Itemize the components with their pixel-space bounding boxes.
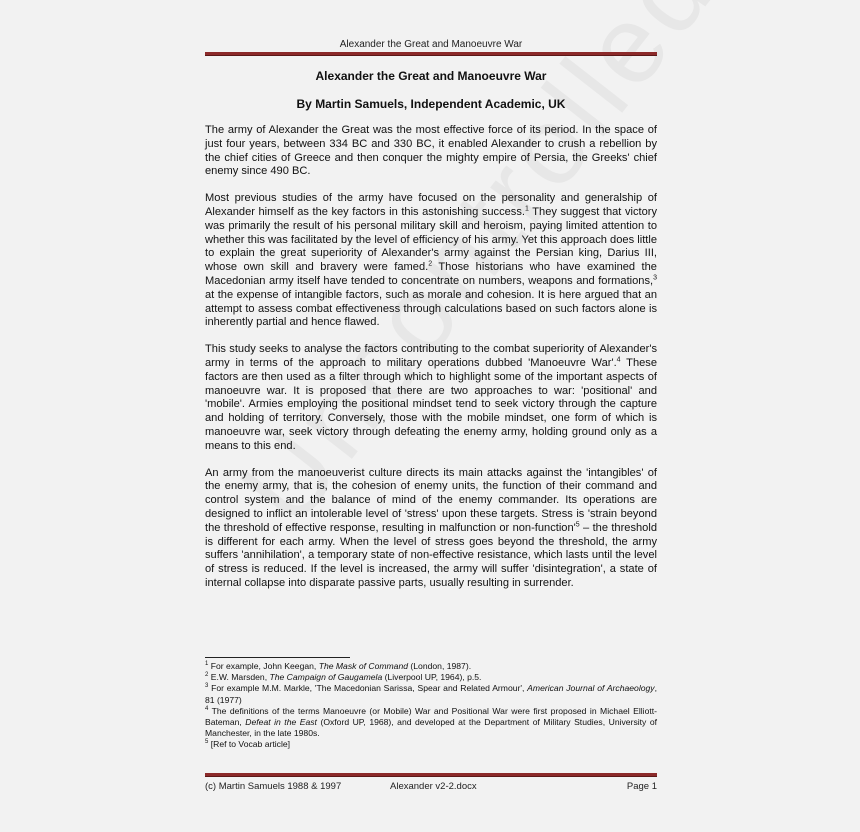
footnote-text: (Oxford UP, 1968), and developed at the Department of Military Studies, University of Manchester, in the late 1980s. bbox=[205, 717, 658, 739]
footer-copyright: (c) Martin Samuels 1988 & 1997 bbox=[205, 781, 342, 792]
running-header: Alexander the Great and Manoeuvre War bbox=[339, 39, 523, 50]
article-title: Alexander the Great and Manoeuvre War bbox=[315, 69, 547, 83]
footnotes bbox=[205, 661, 657, 751]
footnote-number: 2 bbox=[205, 672, 209, 679]
footnote-ref-5[interactable]: 5 bbox=[575, 521, 580, 529]
paragraph-2-text-d: at the expense of intangible factors, such as morale and cohesion. It is here argued that an attempt to assess combat effectiveness through calculations based on such factors alone is inherently partial and hence flawed. bbox=[205, 288, 657, 329]
footnote-text: For example, John Keegan, bbox=[208, 661, 319, 671]
footnote-text: For example M.M. Markle, 'The Macedonian Sarissa, Spear and Related Armour', bbox=[208, 683, 528, 694]
paragraph-2-text-b: They suggest that victory was primarily the result of his personal military skill and heroism, paying limited attention to whether this was facilitated by the level of efficiency of his army. Yet this approach does little to explain the great superiority of Alexander's army against the Persian king, Darius III, whose own skill and bravery were famed. bbox=[205, 205, 657, 274]
paragraph-4-text-a: An army from the manoeuverist culture directs its main attacks against the 'intangibles' of the enemy army, that is, the cohesion of enemy units, the function of their command and control system and the balance of mind of the enemy commander. Its operations are designed to inflict an intolerable level of 'stress' upon these targets. Stress is 'strain beyond the threshold of effective response, resulting in malfunction or non-function' bbox=[205, 466, 657, 534]
paragraph-3 bbox=[205, 343, 657, 453]
footer-page-number: Page 1 bbox=[626, 781, 657, 792]
footnote-title: The Mask of Command bbox=[318, 661, 409, 671]
paragraph-3-text-b: These factors are then used as a filter through which to highlight some of the important aspects of manoeuvre war. It is proposed that there are two approaches to war: 'positional' and 'mobile'. Armies employing the positional mindset tend to seek victory through the capture and holding of territory. Conversely, those with the mobile mindset, one form of which is manoeuvre war, seek victory through defeating the enemy army, holding ground only as a means to this end. bbox=[205, 356, 658, 452]
footnote bbox=[205, 672, 657, 683]
paragraph-2-text-a: Most previous studies of the army have focused on the personality and generalship of Alexander himself as the key factors in this astonishing success. bbox=[205, 192, 657, 218]
paragraph-4 bbox=[205, 467, 657, 591]
footnote-text: [Ref to Vocab article] bbox=[208, 739, 291, 750]
footnote-title: Defeat in the East bbox=[245, 717, 317, 728]
footnote-text: E.W. Marsden, bbox=[208, 672, 270, 683]
paragraph-4-text-b: – the threshold is different for each army. When the level of stress goes beyond the threshold, the army suffers 'annihilation', a temporary state of non-effective resistance, which lasts until the level of stress is reduced. If the level is increased, the army will suffer 'disintegration', a state of internal collapse into disparate passive parts, usually resulting in surrender. bbox=[205, 521, 657, 589]
footnote-title: The Campaign of Gaugamela bbox=[269, 672, 383, 683]
footnote-number: 1 bbox=[205, 661, 209, 668]
footnote-ref-1[interactable]: 1 bbox=[524, 205, 529, 213]
footnote-title: American Journal of Archaeology bbox=[527, 683, 655, 694]
paragraph-2 bbox=[205, 192, 657, 330]
footer-rule bbox=[205, 773, 657, 777]
header-rule bbox=[205, 52, 657, 56]
footer-filename: Alexander v2-2.docx bbox=[390, 781, 477, 792]
footnote-separator bbox=[205, 657, 350, 658]
footnote-number: 3 bbox=[205, 683, 209, 690]
footnote bbox=[205, 661, 657, 672]
footnote-ref-3[interactable]: 3 bbox=[653, 274, 657, 282]
footnote bbox=[205, 739, 657, 750]
footnote-text: , 81 (1977) bbox=[205, 683, 657, 705]
article-byline: By Martin Samuels, Independent Academic, UK bbox=[296, 97, 566, 111]
footnote bbox=[205, 706, 657, 740]
footnote-text: (London, 1987). bbox=[408, 661, 472, 671]
footnote-text: (Liverpool UP, 1964), p.5. bbox=[382, 672, 482, 683]
footnote-ref-4[interactable]: 4 bbox=[616, 356, 621, 364]
footnote-ref-2[interactable]: 2 bbox=[428, 260, 433, 268]
paragraph-3-text-a: This study seeks to analyse the factors contributing to the combat superiority of Alexander's army in terms of the approach to military operations dubbed 'Manoeuvre War'. bbox=[205, 343, 657, 369]
paragraph-1: The army of Alexander the Great was the most effective force of its period. In the space of just four years, between 334 BC and 330 BC, it enabled Alexander to crush a rebellion by the chief cities of Greece and then conquer the mighty empire of Persia, the Greeks' chief enemy since 490 BC. bbox=[205, 124, 657, 178]
footnote-number: 5 bbox=[205, 739, 209, 746]
footnote bbox=[205, 683, 657, 705]
footnote-number: 4 bbox=[205, 705, 209, 712]
article-body bbox=[205, 124, 657, 604]
footnote-text: The definitions of the terms Manoeuvre (or Mobile) War and Positional War were first proposed in Michael Elliott-Bateman, bbox=[205, 705, 657, 728]
paragraph-2-text-c: Those historians who have examined the Macedonian army itself have tended to concentrate on numbers, weapons and formations, bbox=[205, 261, 657, 287]
